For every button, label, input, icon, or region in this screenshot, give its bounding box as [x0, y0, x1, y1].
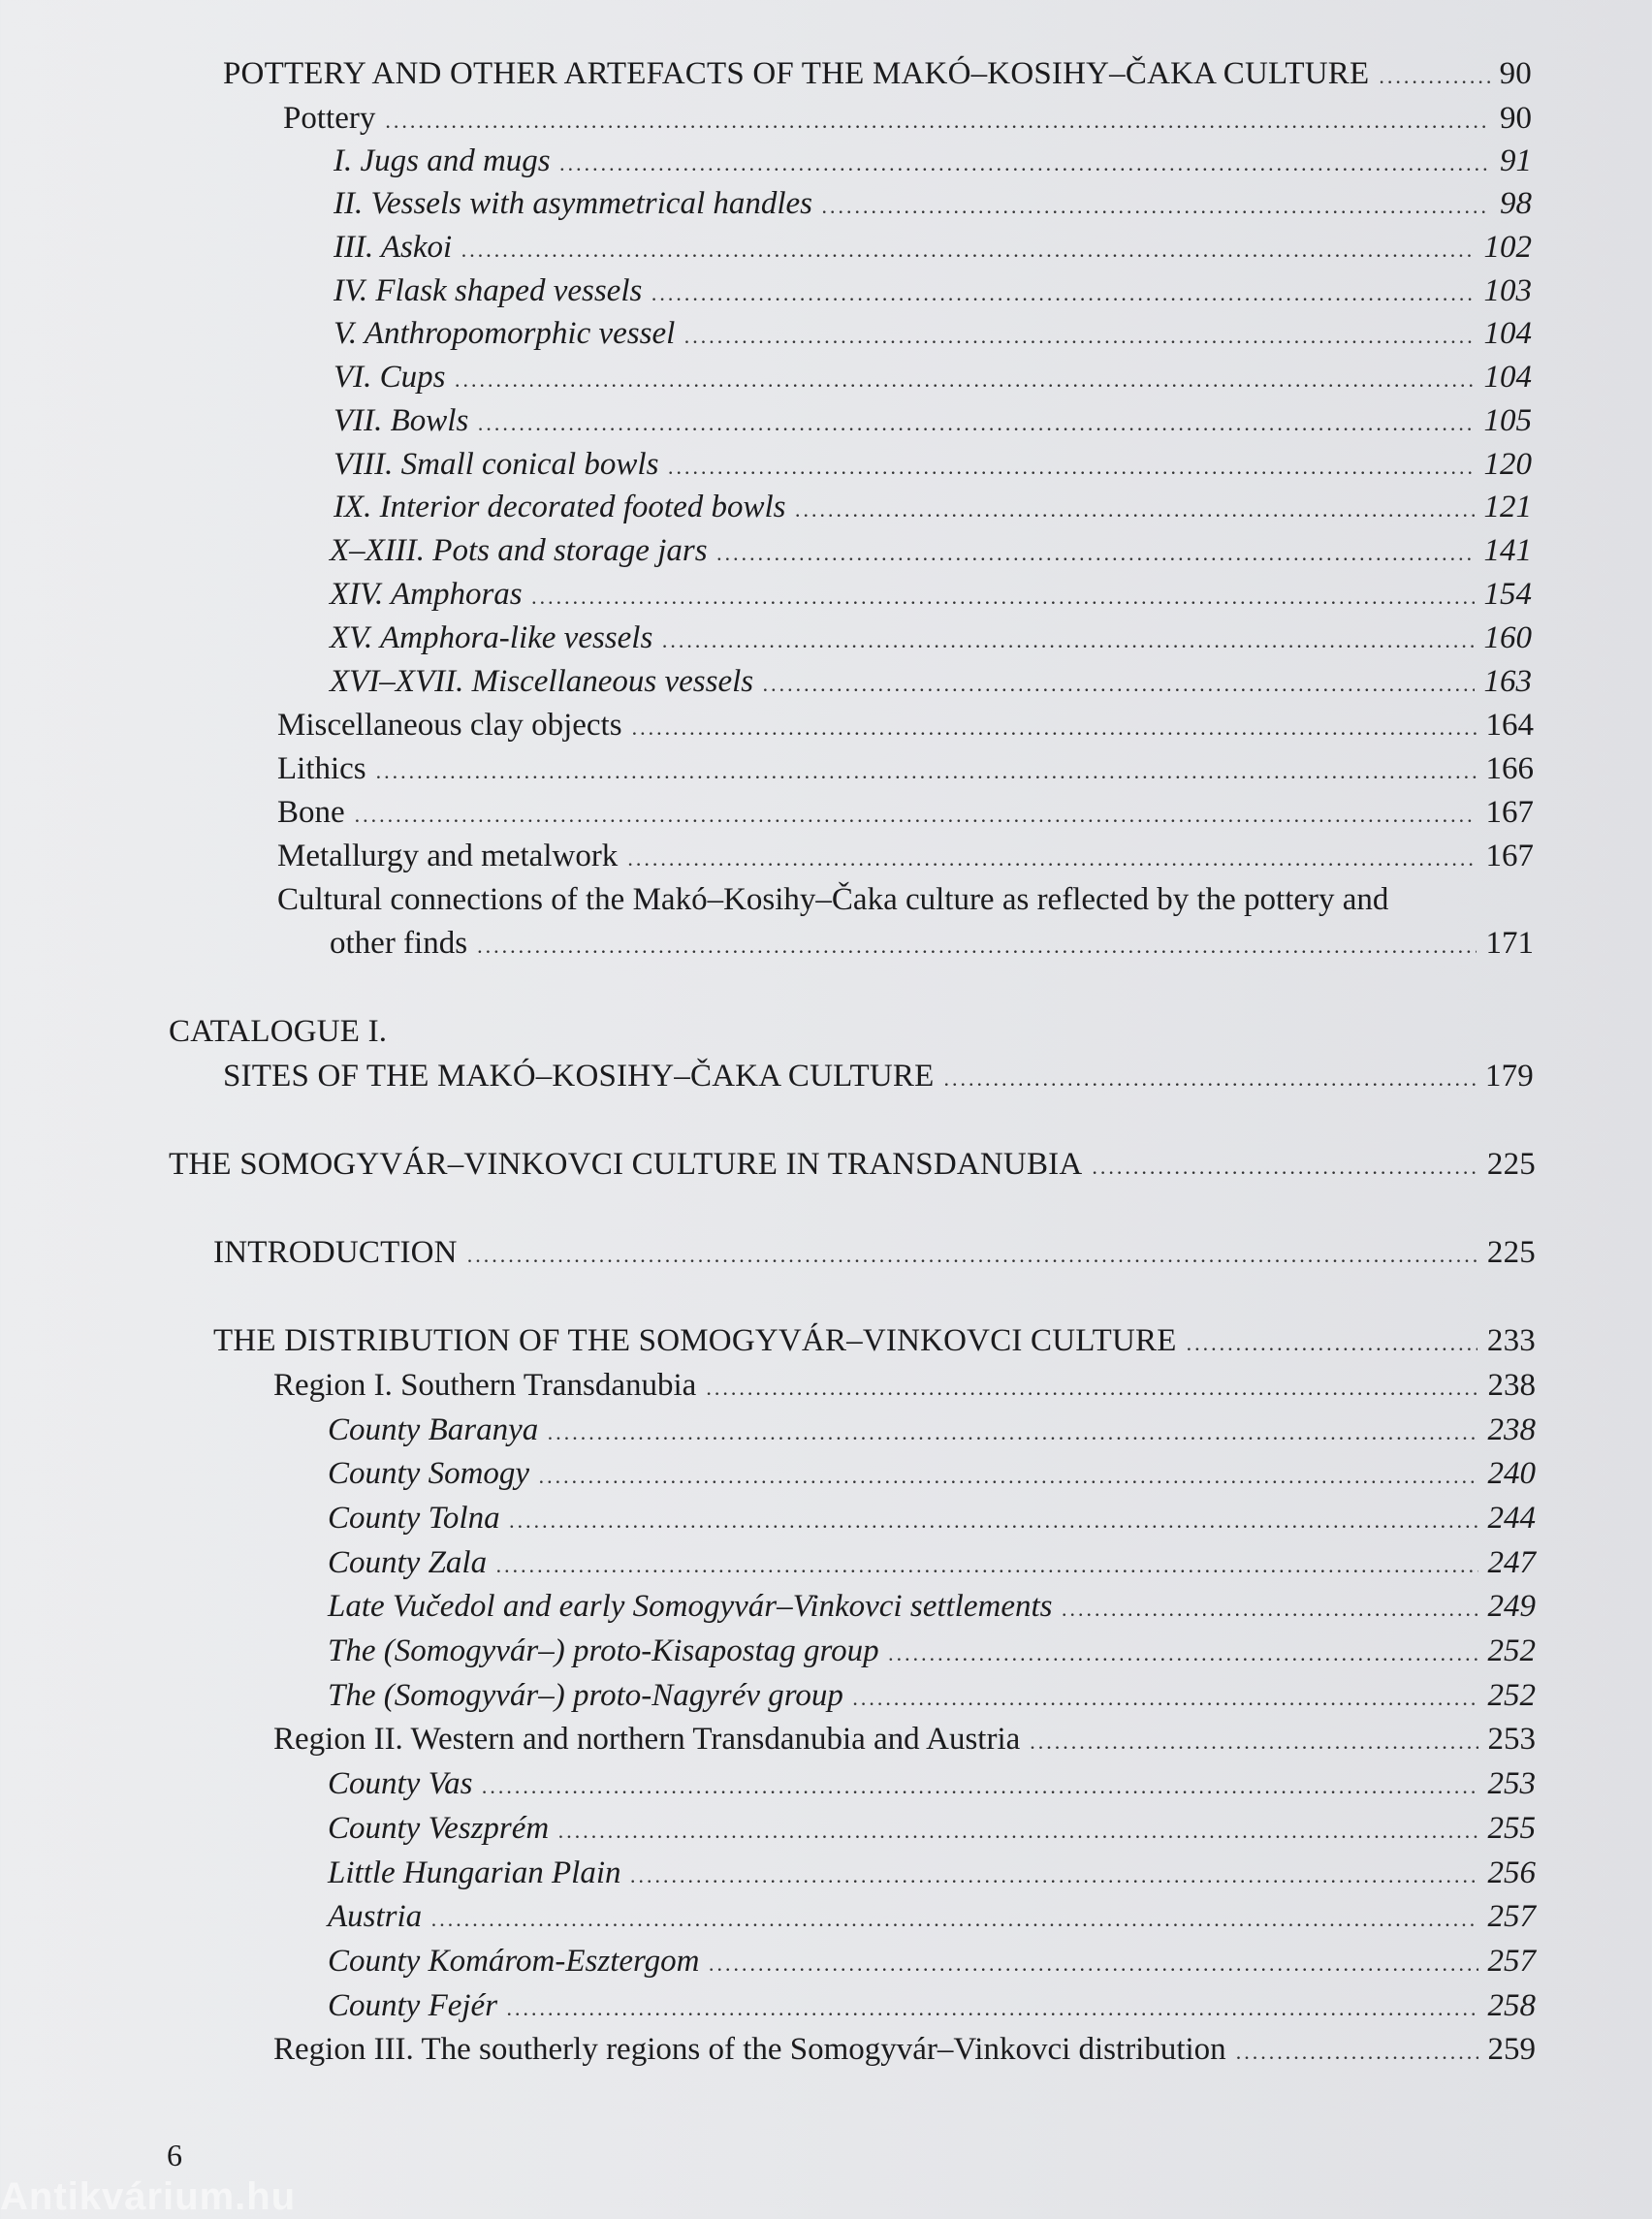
toc-entry	[330, 531, 1532, 573]
toc-entry	[273, 1366, 1536, 1408]
toc-leader-dots	[662, 621, 1474, 660]
toc-entry-page: 171	[1485, 926, 1534, 961]
toc-entry	[334, 445, 1532, 487]
toc-entry-title: XV. Amphora-like vessels	[330, 620, 653, 655]
toc-entry-title: V. Anthropomorphic vessel	[334, 316, 676, 351]
toc-entry	[328, 1499, 1536, 1540]
toc-entry-title: I. Jugs and mugs	[334, 143, 551, 178]
toc-entry-page: 179	[1484, 1059, 1534, 1094]
watermark: Antikvárium.hu	[0, 2175, 297, 2218]
toc-entry	[334, 271, 1532, 313]
toc-entry	[277, 749, 1534, 791]
toc-entry-title: Region II. Western and northern Transdanubia and Austria	[273, 1722, 1021, 1757]
toc-leader-dots	[717, 534, 1475, 573]
toc-leader-dots	[1187, 1324, 1477, 1363]
toc-entry-title: Lithics	[277, 751, 366, 786]
toc-leader-dots	[507, 1989, 1477, 2028]
toc-entry-page: 102	[1483, 230, 1532, 265]
toc-entry-title: Metallurgy and metalwork	[277, 839, 619, 873]
toc-leader-dots	[763, 665, 1474, 704]
toc-leader-dots	[558, 1812, 1477, 1851]
toc-entry	[328, 1454, 1536, 1496]
toc-entry-page: 258	[1487, 1988, 1536, 2023]
toc-entry-page: 160	[1483, 620, 1532, 655]
toc-entry-page: 167	[1485, 839, 1534, 873]
toc-entry-page: 163	[1483, 664, 1532, 699]
toc-leader-dots	[709, 1945, 1477, 1983]
toc-leader-dots	[560, 144, 1490, 183]
toc-leader-dots	[385, 102, 1490, 141]
toc-leader-dots	[496, 1546, 1477, 1585]
toc-entry	[213, 1233, 1536, 1275]
toc-entry	[328, 1411, 1536, 1452]
toc-entry	[334, 228, 1532, 269]
toc-entry	[169, 1145, 1536, 1187]
toc-entry-title: X–XIII. Pots and storage jars	[330, 533, 708, 568]
toc-entry	[328, 1942, 1536, 1983]
toc-entry-title: County Tolna	[328, 1501, 500, 1536]
toc-leader-dots	[431, 1900, 1477, 1939]
toc-leader-dots	[943, 1060, 1475, 1098]
toc-leader-dots	[631, 1856, 1478, 1895]
toc-leader-dots	[668, 448, 1474, 487]
toc-entry	[334, 314, 1532, 356]
toc-leader-dots	[1030, 1723, 1477, 1761]
toc-entry-title: Cultural connections of the Makó–Kosihy–Čaka culture as reflected by the pottery and	[277, 882, 1389, 917]
toc-entry-title: County Vas	[328, 1766, 473, 1801]
toc-leader-dots	[889, 1634, 1478, 1673]
toc-entry-title: VII. Bowls	[334, 403, 469, 438]
toc-entry	[277, 706, 1534, 747]
toc-leader-dots	[456, 361, 1475, 399]
toc-entry	[334, 488, 1532, 529]
toc-entry	[328, 1587, 1536, 1629]
toc-entry-page: 164	[1485, 708, 1534, 743]
toc-entry-title: Austria	[328, 1899, 423, 1934]
toc-leader-dots	[651, 274, 1474, 313]
toc-entry-title: The (Somogyvár–) proto-Kisapostag group	[328, 1633, 879, 1668]
toc-entry-title: other finds	[330, 926, 468, 961]
toc-leader-dots	[477, 927, 1476, 966]
toc-entry	[328, 1986, 1536, 2028]
toc-entry-title: The (Somogyvár–) proto-Nagyrév group	[328, 1678, 843, 1713]
toc-entry-title: Region I. Southern Transdanubia	[273, 1368, 697, 1403]
toc-entry-title: III. Askoi	[334, 230, 453, 265]
toc-leader-dots	[627, 840, 1476, 878]
toc-entry	[330, 618, 1532, 660]
toc-section-heading: CATALOGUE I.	[169, 1014, 388, 1049]
toc-entry-title: County Somogy	[328, 1456, 530, 1491]
toc-entry-page: 233	[1486, 1323, 1536, 1358]
toc-leader-dots	[376, 752, 1477, 791]
toc-leader-dots	[461, 231, 1474, 269]
toc-leader-dots	[706, 1369, 1477, 1408]
toc-leader-dots	[355, 796, 1477, 835]
toc-entry-title: XVI–XVII. Miscellaneous vessels	[330, 664, 754, 699]
toc-entry-title: II. Vessels with asymmetrical handles	[334, 186, 813, 221]
toc-entry	[328, 1854, 1536, 1895]
toc-entry	[334, 142, 1532, 183]
toc-entry-title: Little Hungarian Plain	[328, 1855, 621, 1890]
toc-leader-dots	[796, 491, 1475, 529]
toc-entry	[328, 1764, 1536, 1806]
toc-entry-page: 256	[1487, 1855, 1536, 1890]
toc-entry	[334, 184, 1532, 226]
toc-entry-page: 253	[1487, 1722, 1536, 1757]
toc-leader-dots	[1379, 57, 1489, 96]
toc-entry-title: VI. Cups	[334, 360, 446, 395]
toc-entry	[334, 358, 1532, 399]
toc-entry-title: County Veszprém	[328, 1811, 550, 1846]
toc-entry-page: 255	[1487, 1811, 1536, 1846]
toc-entry-page: 121	[1483, 490, 1532, 524]
toc-entry-title: Late Vučedol and early Somogyvár–Vinkovci settlements	[328, 1589, 1053, 1624]
toc-leader-dots	[1062, 1590, 1477, 1629]
toc-entry-title: Pottery	[283, 101, 376, 136]
toc-entry	[330, 662, 1532, 704]
page-number: 6	[167, 2138, 182, 2172]
toc-leader-dots	[532, 578, 1475, 617]
toc-entry	[277, 837, 1534, 878]
toc-entry-page: 259	[1487, 2032, 1536, 2067]
toc-entry-title: VIII. Small conical bowls	[334, 447, 659, 482]
toc-entry	[283, 99, 1532, 141]
toc-entry-page: 104	[1483, 360, 1532, 395]
toc-entry-title: County Zala	[328, 1545, 488, 1580]
toc-entry-title: POTTERY AND OTHER ARTEFACTS OF THE MAKÓ–KOSIHY–ČAKA CULTURE	[223, 56, 1370, 91]
toc-entry-page: 252	[1487, 1633, 1536, 1668]
toc-entry-page: 120	[1483, 447, 1532, 482]
toc-entry-title: IV. Flask shaped vessels	[334, 273, 643, 308]
toc-entry	[330, 575, 1532, 617]
toc-entry-title: County Baranya	[328, 1412, 539, 1447]
toc-leader-dots	[822, 187, 1490, 226]
toc-leader-dots	[510, 1502, 1478, 1540]
toc-entry-page: 166	[1485, 751, 1534, 786]
toc-entry-page: 257	[1487, 1944, 1536, 1979]
toc-entry-page: 257	[1487, 1899, 1536, 1934]
toc-entry-title: IX. Interior decorated footed bowls	[334, 490, 786, 524]
toc-entry	[328, 1543, 1536, 1585]
toc-entry-page: 91	[1500, 143, 1532, 178]
toc-entry-page: 103	[1483, 273, 1532, 308]
toc-entry	[213, 1321, 1536, 1363]
toc-entry-page: 167	[1485, 795, 1534, 830]
toc-entry	[273, 2030, 1536, 2072]
toc-entry-page: 249	[1487, 1589, 1536, 1624]
toc-entry-page: 154	[1483, 577, 1532, 612]
toc-entry-page: 247	[1487, 1545, 1536, 1580]
toc-entry-title: Region III. The southerly regions of the Somogyvár–Vinkovci distribution	[273, 2032, 1226, 2067]
toc-entry-page: 225	[1486, 1147, 1536, 1182]
toc-entry	[328, 1632, 1536, 1673]
toc-entry-title: THE SOMOGYVÁR–VINKOVCI CULTURE IN TRANSDANUBIA	[169, 1147, 1083, 1182]
toc-entry-page: 252	[1487, 1678, 1536, 1713]
toc-entry-title: Bone	[277, 795, 345, 830]
toc-leader-dots	[548, 1413, 1477, 1452]
toc-entry-title: County Komárom-Esztergom	[328, 1944, 700, 1979]
toc-entry-page: 104	[1483, 316, 1532, 351]
toc-entry-page: 98	[1500, 186, 1532, 221]
toc-leader-dots	[684, 317, 1474, 356]
toc-entry	[328, 1897, 1536, 1939]
toc-entry-title: County Fejér	[328, 1988, 498, 2023]
toc-entry	[334, 401, 1532, 443]
toc-entry-page: 225	[1486, 1235, 1536, 1270]
toc-leader-dots	[482, 1767, 1477, 1806]
toc-entry-page: 240	[1487, 1456, 1536, 1491]
toc-leader-dots	[467, 1236, 1477, 1275]
toc-entry	[273, 1720, 1536, 1761]
toc-entry	[223, 1057, 1534, 1098]
toc-entry-page: 90	[1500, 101, 1532, 136]
toc-entry	[328, 1809, 1536, 1851]
toc-entry	[223, 54, 1532, 96]
toc-entry-page: 141	[1483, 533, 1532, 568]
toc-leader-dots	[478, 404, 1474, 443]
toc-entry-page: 238	[1487, 1412, 1536, 1447]
toc-leader-dots	[632, 709, 1477, 747]
toc-entry-title: THE DISTRIBUTION OF THE SOMOGYVÁR–VINKOVCI CULTURE	[213, 1323, 1177, 1358]
toc-leader-dots	[539, 1457, 1477, 1496]
toc-entry-page: 244	[1487, 1501, 1536, 1536]
toc-entry-title: Miscellaneous clay objects	[277, 708, 622, 743]
toc-entry	[330, 924, 1534, 966]
toc-entry	[328, 1676, 1536, 1718]
toc-entry-title: SITES OF THE MAKÓ–KOSIHY–ČAKA CULTURE	[223, 1059, 935, 1094]
toc-entry-page: 238	[1487, 1368, 1536, 1403]
toc-entry-page: 90	[1499, 56, 1532, 91]
toc-leader-dots	[1092, 1148, 1477, 1187]
toc-leader-dots	[853, 1679, 1478, 1718]
toc-leader-dots	[1236, 2033, 1478, 2072]
toc-entry-page: 253	[1487, 1766, 1536, 1801]
toc-entry-title: XIV. Amphoras	[330, 577, 523, 612]
toc-entry	[277, 793, 1534, 835]
toc-entry-page: 105	[1483, 403, 1532, 438]
toc-entry-title: INTRODUCTION	[213, 1235, 458, 1270]
